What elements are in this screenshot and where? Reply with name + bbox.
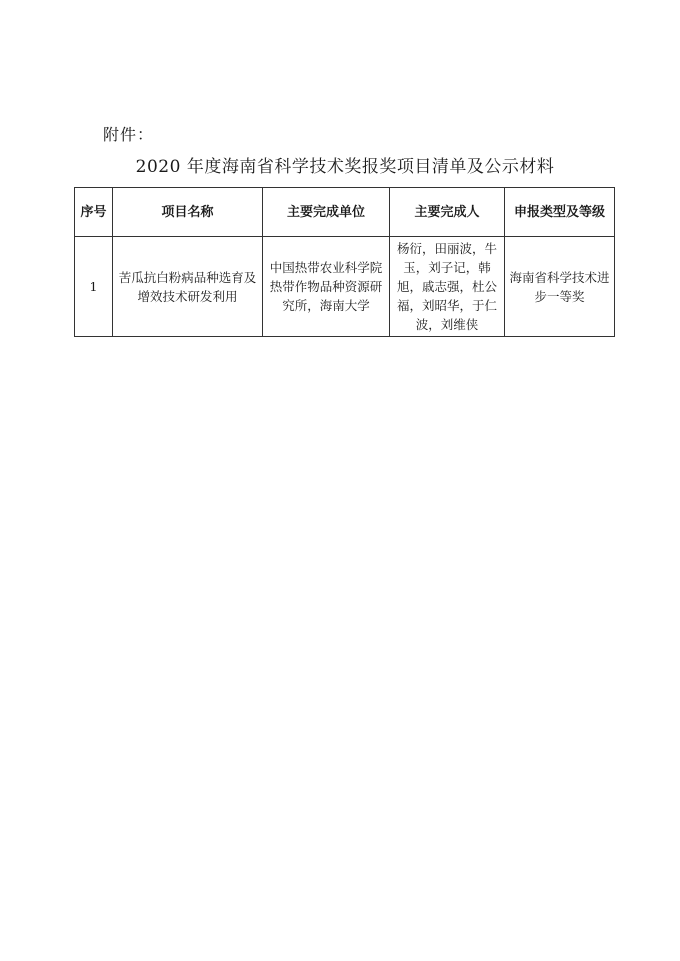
header-project-name: 项目名称 xyxy=(113,188,263,237)
header-completion-people: 主要完成人 xyxy=(390,188,505,237)
cell-completion-units: 中国热带农业科学院热带作物品种资源研究所，海南大学 xyxy=(263,237,390,337)
cell-award-type: 海南省科学技术进步一等奖 xyxy=(505,237,615,337)
award-project-table xyxy=(74,187,615,337)
page-title: 2020 年度海南省科学技术奖报奖项目清单及公示材料 xyxy=(135,157,555,177)
header-serial-number: 序号 xyxy=(75,188,113,237)
cell-serial-number: 1 xyxy=(75,237,113,337)
header-completion-units: 主要完成单位 xyxy=(263,188,390,237)
table-header-row xyxy=(75,188,615,237)
table-row xyxy=(75,237,615,337)
cell-completion-people: 杨衍，田丽波，牛玉，刘子记，韩旭，戚志强，杜公福，刘昭华，于仁波，刘维侠 xyxy=(390,237,505,337)
header-award-type: 申报类型及等级 xyxy=(505,188,615,237)
attachment-label: 附件： xyxy=(103,125,155,144)
cell-project-name: 苦瓜抗白粉病品种选育及增效技术研发利用 xyxy=(113,237,263,337)
